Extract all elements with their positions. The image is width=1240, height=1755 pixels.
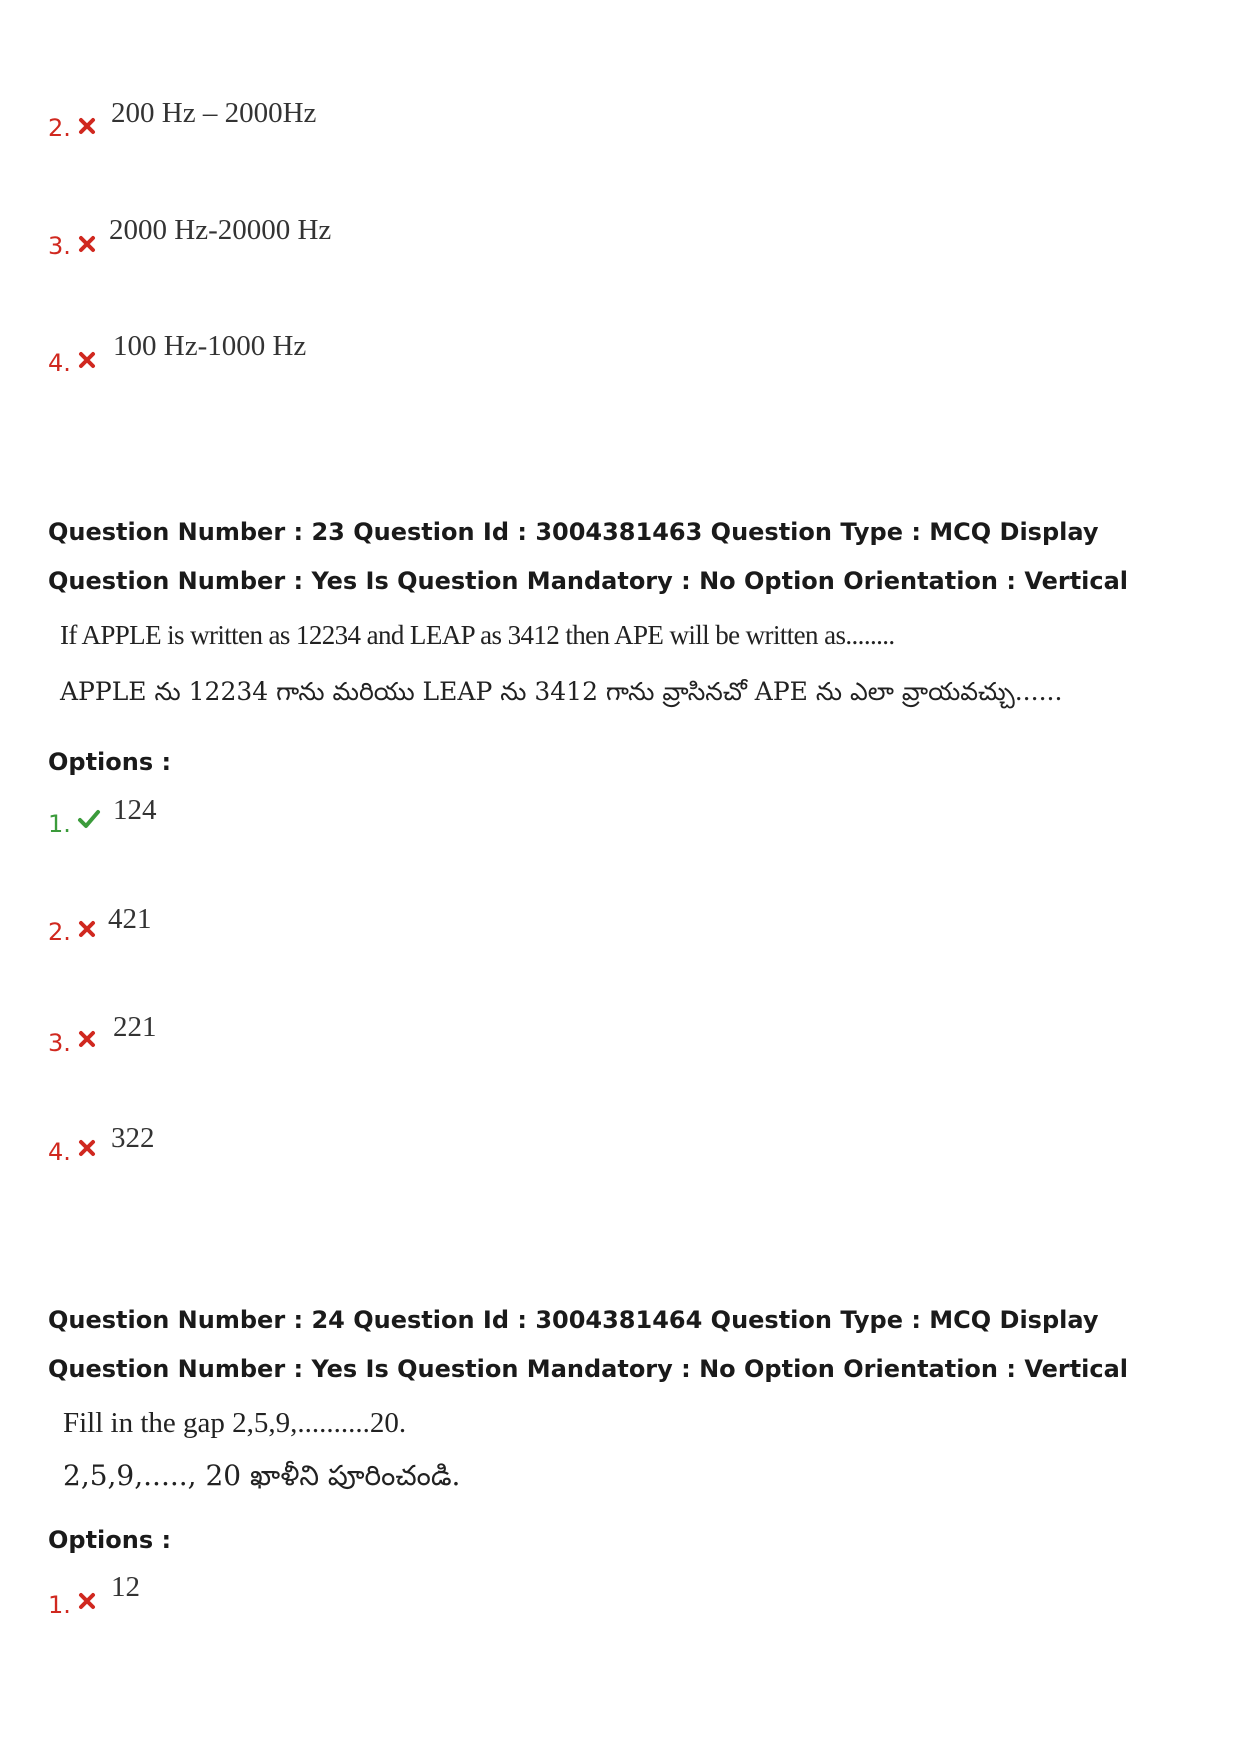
option-number: 4. [48, 1138, 71, 1166]
cross-icon [77, 234, 97, 254]
options-label: Options : [48, 748, 172, 776]
option-number: 2. [48, 918, 71, 946]
check-icon [77, 808, 101, 830]
option-text: 100 Hz-1000 Hz [113, 330, 307, 362]
question-text-english: Fill in the gap 2,5,9,..........20. [63, 1407, 407, 1439]
option-text: 221 [113, 1011, 157, 1043]
option-text: 322 [111, 1122, 155, 1154]
option-text: 421 [108, 903, 152, 935]
question-text-telugu: APPLE ను 12234 గాను మరియు LEAP ను 3412 గాను వ్రాసినచో APE ను ఎలా వ్రాయవచ్చు...... [60, 677, 1063, 706]
question-text-english: If APPLE is written as 12234 and LEAP as 3412 then APE will be written as........ [60, 620, 895, 650]
question-meta: Question Number : 23 Question Id : 3004381463 Question Type : MCQ Display Question Number : Yes Is Question Mandatory : No Option Orientation : Vertical [48, 518, 1129, 595]
option-number: 1. [48, 810, 71, 838]
option-number: 1. [48, 1591, 71, 1619]
option-text: 2000 Hz-20000 Hz [109, 214, 332, 246]
cross-icon [77, 919, 97, 939]
option-number: 2. [48, 114, 71, 142]
cross-icon [77, 1591, 97, 1611]
option-number: 4. [48, 349, 71, 377]
cross-icon [77, 1029, 97, 1049]
option-text: 200 Hz – 2000Hz [111, 97, 317, 129]
option-text: 124 [113, 794, 157, 826]
options-label: Options : [48, 1526, 172, 1554]
question-meta: Question Number : 24 Question Id : 3004381464 Question Type : MCQ Display Question Number : Yes Is Question Mandatory : No Option Orientation : Vertical [48, 1306, 1129, 1383]
option-text: 12 [111, 1571, 140, 1603]
option-number: 3. [48, 1029, 71, 1057]
question-text-telugu: 2,5,9,....., 20 ఖాళీని పూరించండి. [63, 1459, 461, 1492]
cross-icon [77, 350, 97, 370]
cross-icon [77, 1138, 97, 1158]
option-number: 3. [48, 232, 71, 260]
cross-icon [77, 116, 97, 136]
